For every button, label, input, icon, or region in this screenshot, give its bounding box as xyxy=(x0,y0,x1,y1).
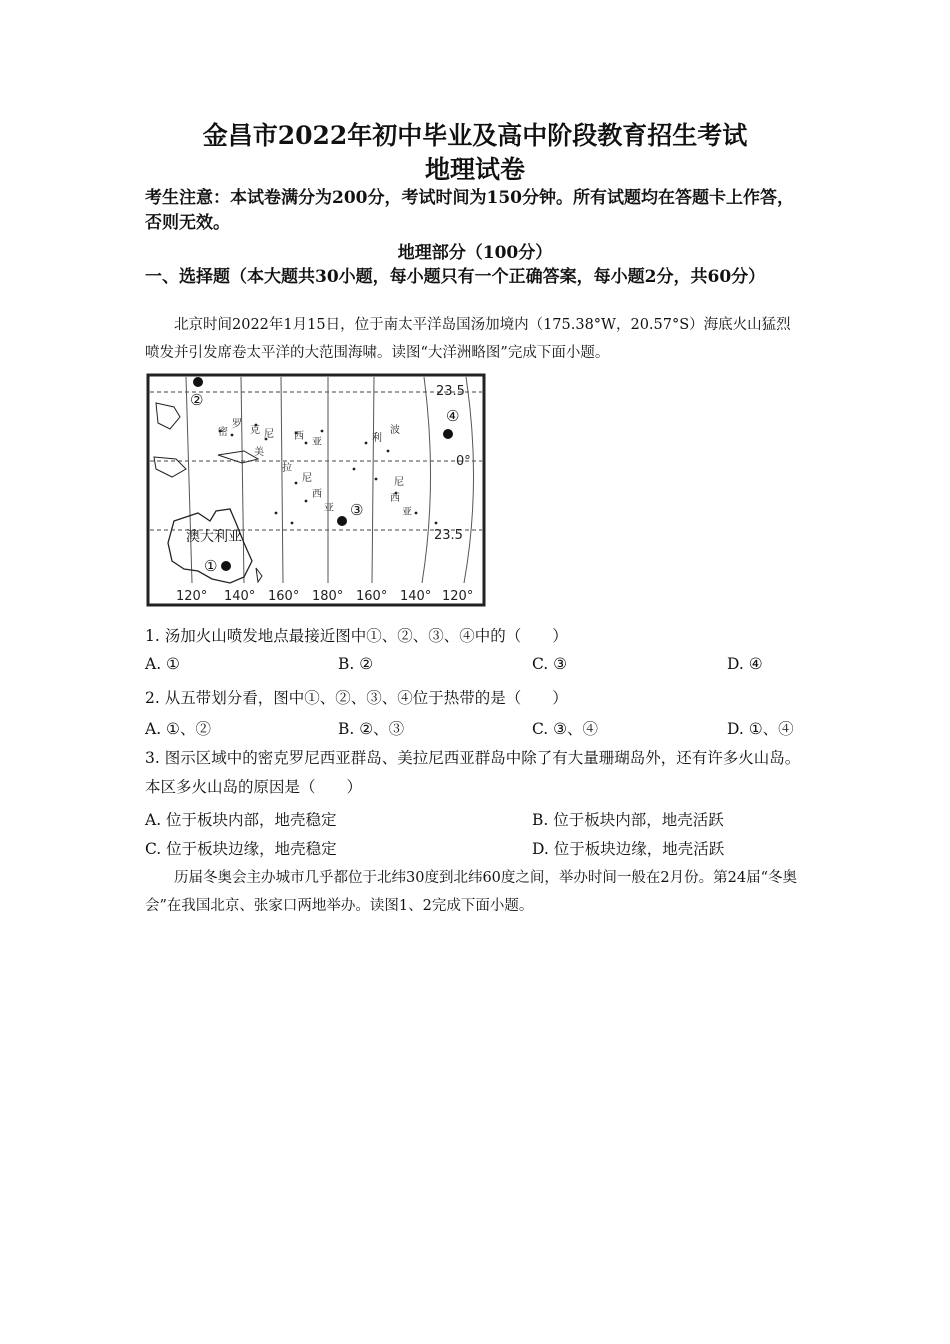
lon-label-7: 120° xyxy=(442,589,474,604)
question-2-option-b[interactable]: B. ②、③ xyxy=(338,720,405,738)
question-2-option-d[interactable]: D. ①、④ xyxy=(727,720,794,738)
point-3-label: ③ xyxy=(350,501,364,519)
point-4-label: ④ xyxy=(446,407,460,425)
lon-label-5: 160° xyxy=(356,589,388,604)
melanesia-char-4: 西 xyxy=(312,489,322,500)
micronesia-char-4: 尼 xyxy=(264,429,274,440)
lon-label-4: 180° xyxy=(312,589,344,604)
polynesia-char-4: 西 xyxy=(390,493,400,504)
passage-tonga: 北京时间2022年1月15日，位于南太平洋岛国汤加境内（175.38°W，20.57°S）海底火山猛烈喷发并引发席卷太平洋的大范围海啸。读图“大洋洲略图”完成下面小题。 xyxy=(145,317,791,361)
melanesia-char-1: 美 xyxy=(254,447,264,458)
question-3-option-d[interactable]: D. 位于板块边缘，地壳活跃 xyxy=(532,840,725,858)
point-2-dot xyxy=(193,377,203,387)
question-1-option-c[interactable]: C. ③ xyxy=(532,655,568,673)
question-3-stem: 3. 图示区域中的密克罗尼西亚群岛、美拉尼西亚群岛中除了有大量珊瑚岛外，还有许多火山岛。本区多火山岛的原因是（ ） xyxy=(145,749,801,796)
question-1-option-d[interactable]: D. ④ xyxy=(727,655,763,673)
micronesia-char-2: 罗 xyxy=(232,419,242,430)
lon-label-1: 120° xyxy=(176,589,208,604)
question-3-option-a[interactable]: A. 位于板块内部，地壳稳定 xyxy=(145,811,337,829)
melanesia-char-2: 拉 xyxy=(282,463,292,474)
point-3-dot xyxy=(337,516,347,526)
lon-label-3: 160° xyxy=(268,589,300,604)
candidate-notice: 考生注意：本试卷满分为200分，考试时间为150分钟。所有试题均在答题卡上作答，否则无效。 xyxy=(145,188,794,233)
polynesia-char-1: 波 xyxy=(390,425,400,436)
question-3-option-b[interactable]: B. 位于板块内部，地壳活跃 xyxy=(532,811,724,829)
melanesia-char-5: 亚 xyxy=(324,503,334,514)
question-2-option-a[interactable]: A. ①、② xyxy=(145,720,211,738)
question-2-stem: 2. 从五带划分看，图中①、②、③、④位于热带的是（ ） xyxy=(145,689,568,707)
oceania-map xyxy=(146,373,486,607)
melanesia-char-3: 尼 xyxy=(302,473,312,484)
australia-label: 澳大利亚 xyxy=(186,529,242,545)
lat-label-north: 23.5 xyxy=(436,384,465,399)
polynesia-char-2: 利 xyxy=(372,433,382,444)
section-heading: 地理部分（100分） xyxy=(397,243,553,263)
question-1-option-b[interactable]: B. ② xyxy=(338,655,374,673)
micronesia-char-6: 亚 xyxy=(312,437,322,448)
point-4-dot xyxy=(443,429,453,439)
passage-winter-olympics: 历届冬奥会主办城市几乎都位于北纬30度到北纬60度之间，举办时间一般在2月份。第24届“冬奥会”在我国北京、张家口两地举办。读图1、2完成下面小题。 xyxy=(145,870,797,914)
point-1-label: ① xyxy=(204,557,218,575)
micronesia-char-5: 西 xyxy=(294,431,304,442)
point-2-label: ② xyxy=(190,391,204,409)
lat-label-south: 23.5 xyxy=(434,528,463,543)
part-heading: 一、选择题（本大题共30小题，每小题只有一个正确答案，每小题2分，共60分） xyxy=(145,267,766,287)
exam-subtitle: 地理试卷 xyxy=(424,155,525,184)
lat-label-equator: 0° xyxy=(456,454,471,469)
question-1-stem: 1. 汤加火山喷发地点最接近图中①、②、③、④中的（ ） xyxy=(145,627,568,645)
question-2-option-c[interactable]: C. ③、④ xyxy=(532,720,599,738)
micronesia-char-3: 克 xyxy=(250,425,260,436)
micronesia-char-1: 密 xyxy=(218,427,228,438)
question-1-option-a[interactable]: A. ① xyxy=(145,655,180,673)
point-1-dot xyxy=(221,561,231,571)
question-3-option-c[interactable]: C. 位于板块边缘，地壳稳定 xyxy=(145,840,337,858)
polynesia-char-5: 亚 xyxy=(402,507,412,518)
exam-title: 金昌市2022年初中毕业及高中阶段教育招生考试 xyxy=(202,121,748,150)
polynesia-char-3: 尼 xyxy=(394,477,404,488)
lon-label-2: 140° xyxy=(224,589,256,604)
lon-label-6: 140° xyxy=(400,589,432,604)
